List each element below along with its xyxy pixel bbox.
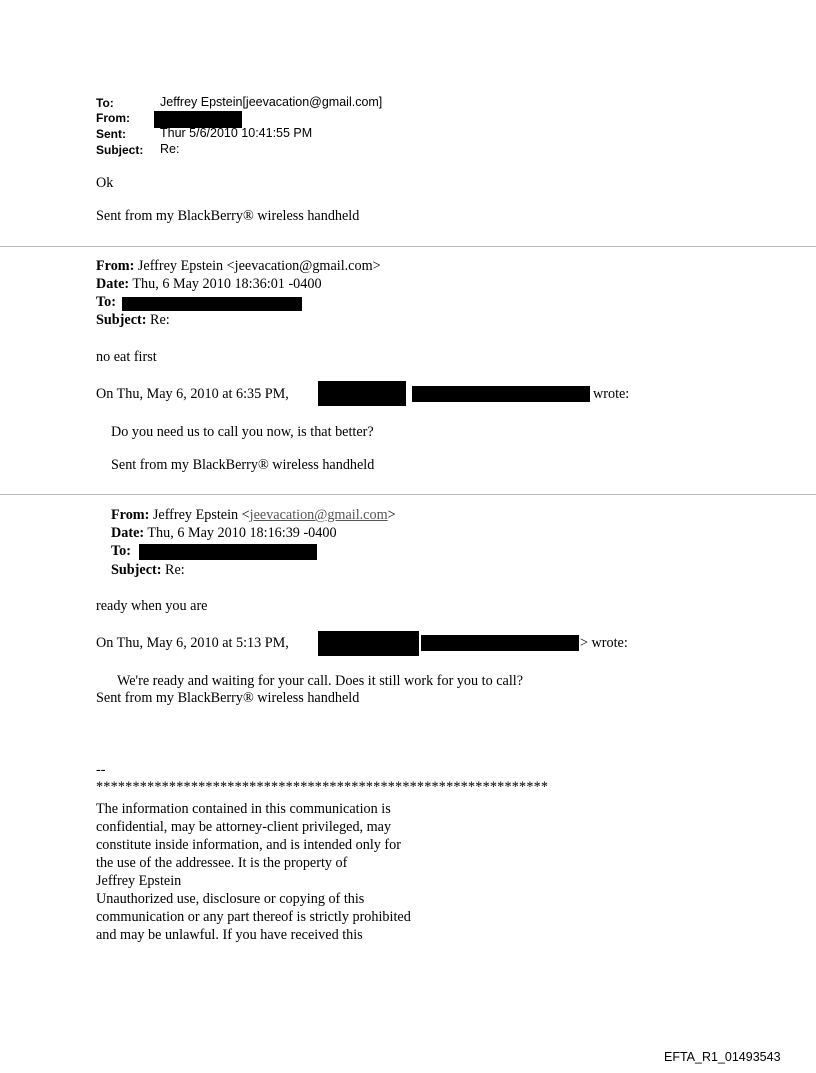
to-label: To: (96, 294, 116, 310)
date-value: Thu, 6 May 2010 18:36:01 -0400 (132, 276, 322, 292)
to-label: To: (111, 543, 131, 559)
to-line (96, 294, 116, 311)
to-value: Jeffrey Epstein[jeevacation@gmail.com] (160, 95, 383, 109)
divider (0, 494, 816, 495)
redaction-box (421, 635, 579, 651)
separator-stars: ************************************************************** (96, 779, 549, 795)
disclaimer-line: communication or any part thereof is strictly prohibited (96, 909, 411, 925)
date-label: Date: (96, 276, 130, 292)
disclaimer-line: Jeffrey Epstein (96, 873, 182, 889)
disclaimer-line: The information contained in this communication is (96, 801, 391, 817)
message-body: no eat first (96, 349, 157, 365)
to-line (111, 543, 131, 560)
subject-value: Re: (150, 312, 170, 328)
from-line (111, 507, 396, 524)
from-label: From: (96, 258, 135, 274)
disclaimer-line: Unauthorized use, disclosure or copying of this (96, 891, 365, 907)
redaction-box (318, 631, 419, 656)
sent-label: Sent: (96, 127, 126, 141)
subject-line (96, 312, 170, 329)
from-close: > (387, 507, 396, 523)
attribution-prefix: On Thu, May 6, 2010 at 5:13 PM, (96, 635, 289, 651)
quoted-signature: Sent from my BlackBerry® wireless handheld (111, 457, 375, 473)
date-value: Thu, 6 May 2010 18:16:39 -0400 (147, 525, 337, 541)
signature: Sent from my BlackBerry® wireless handheld (96, 208, 360, 224)
attribution-suffix: > wrote: (580, 635, 628, 651)
subject-value: Re: (160, 142, 180, 156)
signature-dashes: -- (96, 762, 106, 778)
email-link[interactable]: jeevacation@gmail.com (249, 507, 388, 523)
from-label: From: (111, 507, 150, 523)
to-label: To: (96, 96, 114, 110)
redaction-box (412, 386, 590, 402)
disclaimer-line: confidential, may be attorney-client privileged, may (96, 819, 392, 835)
from-label: From: (96, 111, 130, 125)
subject-line (111, 562, 185, 579)
subject-label: Subject: (96, 143, 144, 157)
document-id: EFTA_R1_01493543 (664, 1050, 781, 1064)
divider (0, 246, 816, 247)
redaction-box (139, 544, 317, 560)
disclaimer-line: and may be unlawful. If you have received this (96, 927, 363, 943)
date-label: Date: (111, 525, 145, 541)
disclaimer-line: constitute inside information, and is intended only for (96, 837, 401, 853)
date-line (111, 525, 337, 542)
sent-value: Thur 5/6/2010 10:41:55 PM (160, 126, 313, 140)
subject-label: Subject: (96, 312, 147, 328)
quoted-signature: Sent from my BlackBerry® wireless handheld (96, 690, 360, 706)
attribution-prefix: On Thu, May 6, 2010 at 6:35 PM, (96, 386, 289, 402)
from-line (96, 258, 381, 275)
quoted-body: We're ready and waiting for your call. Does it still work for you to call? (117, 673, 524, 689)
date-line (96, 276, 322, 293)
attribution-suffix: wrote: (593, 386, 630, 402)
redaction-box (122, 297, 302, 311)
message-body: Ok (96, 175, 114, 191)
disclaimer-line: the use of the addressee. It is the property of (96, 855, 348, 871)
disclaimer-text (96, 800, 411, 944)
quoted-body: Do you need us to call you now, is that better? (111, 424, 374, 440)
from-value: Jeffrey Epstein <jeevacation@gmail.com> (137, 258, 381, 274)
subject-label: Subject: (111, 562, 162, 578)
message-body: ready when you are (96, 598, 208, 614)
redaction-box (318, 381, 406, 406)
subject-value: Re: (165, 562, 185, 578)
from-name: Jeffrey Epstein < (152, 507, 250, 523)
